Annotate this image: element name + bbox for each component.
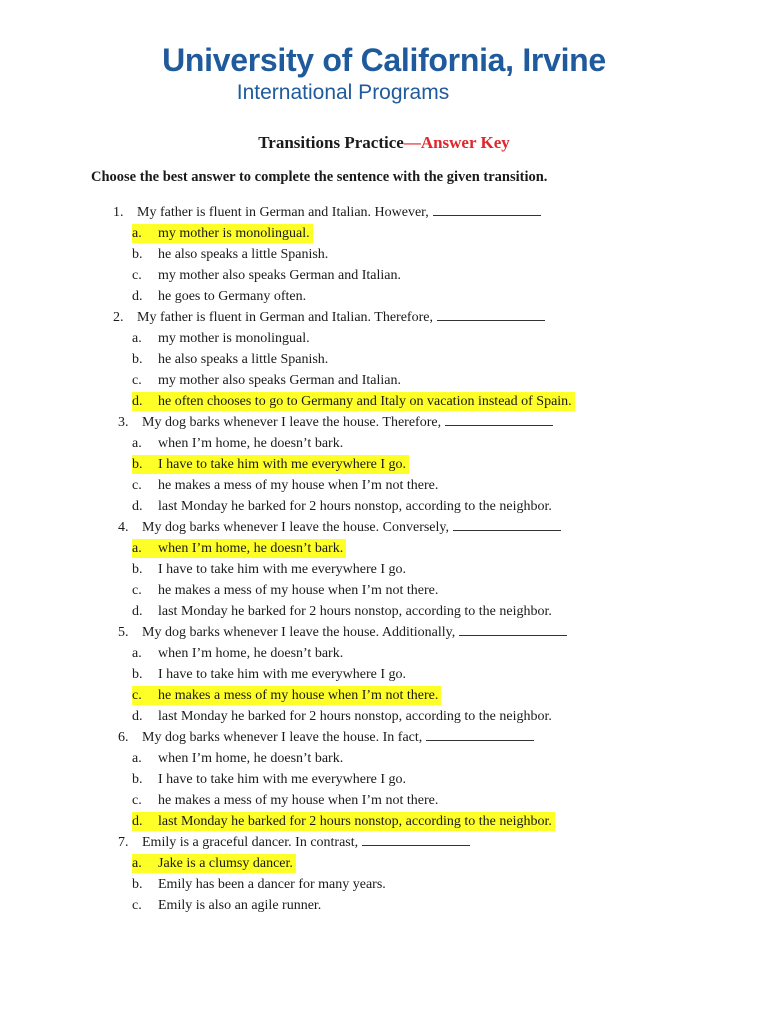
option-text: I have to take him with me everywhere I go. [158, 667, 407, 682]
question-2 [0, 307, 768, 328]
answer-option [0, 601, 768, 622]
answer-option-body [132, 875, 389, 894]
answer-option [0, 559, 768, 580]
answer-option-body [132, 350, 331, 369]
option-text: he also speaks a little Spanish. [158, 247, 329, 262]
question-number: 2. [113, 310, 124, 325]
answer-option-body [132, 434, 346, 453]
option-text: Emily has been a dancer for many years. [158, 877, 386, 892]
document-header [0, 40, 768, 106]
option-text: Emily is also an agile runner. [158, 898, 322, 913]
title-separator: — [403, 133, 421, 152]
option-text: my mother is monolingual. [158, 226, 310, 241]
question-1 [0, 202, 768, 223]
answer-option-correct [0, 685, 768, 706]
option-text: he often chooses to go to Germany and Italy on vacation instead of Spain. [158, 394, 572, 409]
option-text: last Monday he barked for 2 hours nonstop, according to the neighbor. [158, 709, 552, 724]
option-letter: c. [132, 793, 142, 808]
answer-option [0, 475, 768, 496]
answer-option [0, 244, 768, 265]
title-main: Transitions Practice [258, 133, 404, 152]
question-6 [0, 727, 768, 748]
option-text: he makes a mess of my house when I’m not there. [158, 688, 439, 703]
option-text: my mother also speaks German and Italian. [158, 268, 401, 283]
answer-option-correct [0, 811, 768, 832]
option-letter: d. [132, 604, 143, 619]
question-number: 3. [118, 415, 129, 430]
answer-option [0, 286, 768, 307]
option-letter: b. [132, 352, 143, 367]
answer-option-body [132, 497, 555, 516]
answer-option [0, 370, 768, 391]
answer-option [0, 580, 768, 601]
option-text: when I’m home, he doesn’t bark. [158, 751, 344, 766]
answer-option [0, 265, 768, 286]
answer-blank [426, 727, 534, 741]
option-text: when I’m home, he doesn’t bark. [158, 646, 344, 661]
option-text: when I’m home, he doesn’t bark. [158, 436, 344, 451]
question-text: My father is fluent in German and Italian. However, [137, 205, 429, 220]
title-answer-key: Answer Key [420, 133, 510, 152]
option-letter: c. [132, 373, 142, 388]
program-name: International Programs [236, 81, 450, 104]
option-text: my mother is monolingual. [158, 331, 310, 346]
question-prompt [142, 412, 553, 433]
option-letter: d. [132, 709, 143, 724]
answer-highlight [132, 854, 296, 873]
option-letter: a. [132, 856, 142, 871]
answer-option-correct [0, 454, 768, 475]
option-letter: a. [132, 541, 142, 556]
answer-option [0, 328, 768, 349]
answer-option-correct [0, 853, 768, 874]
question-text: My father is fluent in German and Italian. Therefore, [137, 310, 433, 325]
answer-option [0, 664, 768, 685]
page-title [0, 133, 768, 153]
question-number: 4. [118, 520, 129, 535]
answer-option-correct [0, 538, 768, 559]
answer-option-body [132, 707, 555, 726]
answer-option-body [132, 371, 404, 390]
answer-option [0, 706, 768, 727]
question-prompt [142, 832, 470, 853]
answer-option [0, 643, 768, 664]
answer-option-body [132, 602, 555, 621]
answer-option [0, 895, 768, 916]
answer-highlight [132, 812, 555, 831]
question-text: My dog barks whenever I leave the house. In fact, [142, 730, 423, 745]
question-prompt [142, 727, 534, 748]
answer-option-body [132, 560, 409, 579]
option-letter: d. [132, 814, 143, 829]
answer-option-correct [0, 223, 768, 244]
option-letter: a. [132, 436, 142, 451]
answer-option-body [132, 896, 324, 915]
question-prompt [137, 307, 545, 328]
option-letter: a. [132, 331, 142, 346]
question-text: My dog barks whenever I leave the house. Conversely, [142, 520, 450, 535]
answer-blank [437, 307, 545, 321]
option-letter: c. [132, 478, 142, 493]
question-number: 5. [118, 625, 129, 640]
option-text: he also speaks a little Spanish. [158, 352, 329, 367]
answer-blank [433, 202, 541, 216]
option-text: I have to take him with me everywhere I go. [158, 772, 407, 787]
answer-option-correct [0, 391, 768, 412]
answer-option-body [132, 245, 331, 264]
answer-option-body [132, 476, 441, 495]
option-letter: b. [132, 772, 143, 787]
question-text: Emily is a graceful dancer. In contrast, [142, 835, 359, 850]
option-letter: a. [132, 751, 142, 766]
answer-option [0, 748, 768, 769]
instructions: Choose the best answer to complete the sentence with the given transition. [91, 169, 548, 185]
answer-option [0, 769, 768, 790]
option-text: Jake is a clumsy dancer. [158, 856, 293, 871]
answer-blank [445, 412, 553, 426]
answer-option-body [132, 770, 409, 789]
option-text: last Monday he barked for 2 hours nonstop, according to the neighbor. [158, 814, 552, 829]
question-number: 7. [118, 835, 129, 850]
question-5 [0, 622, 768, 643]
option-letter: a. [132, 646, 142, 661]
answer-option-body [132, 791, 441, 810]
option-text: when I’m home, he doesn’t bark. [158, 541, 344, 556]
question-number: 1. [113, 205, 124, 220]
option-letter: c. [132, 268, 142, 283]
answer-option-body [132, 644, 346, 663]
option-text: he goes to Germany often. [158, 289, 307, 304]
question-prompt [142, 622, 567, 643]
answer-option [0, 349, 768, 370]
option-letter: d. [132, 499, 143, 514]
answer-option [0, 496, 768, 517]
answer-option [0, 874, 768, 895]
option-text: he makes a mess of my house when I’m not there. [158, 793, 439, 808]
option-letter: c. [132, 583, 142, 598]
answer-option-body [132, 329, 313, 348]
question-3 [0, 412, 768, 433]
option-text: he makes a mess of my house when I’m not there. [158, 583, 439, 598]
answer-option-body [132, 665, 409, 684]
option-letter: c. [132, 898, 142, 913]
question-text: My dog barks whenever I leave the house. Therefore, [142, 415, 442, 430]
answer-option-body [132, 581, 441, 600]
question-7 [0, 832, 768, 853]
answer-option-body [132, 287, 309, 306]
question-4 [0, 517, 768, 538]
answer-highlight [132, 686, 441, 705]
option-letter: b. [132, 877, 143, 892]
option-text: my mother also speaks German and Italian. [158, 373, 401, 388]
option-letter: b. [132, 562, 143, 577]
option-text: I have to take him with me everywhere I go. [158, 562, 407, 577]
answer-blank [362, 832, 470, 846]
answer-option [0, 433, 768, 454]
option-letter: c. [132, 688, 142, 703]
question-list [0, 202, 768, 916]
option-letter: b. [132, 667, 143, 682]
answer-option-body [132, 749, 346, 768]
answer-highlight [132, 392, 575, 411]
question-number: 6. [118, 730, 129, 745]
option-text: I have to take him with me everywhere I go. [158, 457, 407, 472]
answer-blank [453, 517, 561, 531]
answer-option-body [132, 266, 404, 285]
answer-blank [459, 622, 567, 636]
question-prompt [142, 517, 561, 538]
answer-highlight [132, 539, 346, 558]
answer-option [0, 790, 768, 811]
option-letter: d. [132, 394, 143, 409]
option-text: he makes a mess of my house when I’m not there. [158, 478, 439, 493]
option-text: last Monday he barked for 2 hours nonstop, according to the neighbor. [158, 499, 552, 514]
question-text: My dog barks whenever I leave the house. Additionally, [142, 625, 456, 640]
question-prompt [137, 202, 541, 223]
option-letter: d. [132, 289, 143, 304]
answer-highlight [132, 224, 313, 243]
option-text: last Monday he barked for 2 hours nonstop, according to the neighbor. [158, 604, 552, 619]
answer-highlight [132, 455, 409, 474]
option-letter: b. [132, 457, 143, 472]
option-letter: b. [132, 247, 143, 262]
university-name: University of California, Irvine [162, 42, 606, 78]
option-letter: a. [132, 226, 142, 241]
